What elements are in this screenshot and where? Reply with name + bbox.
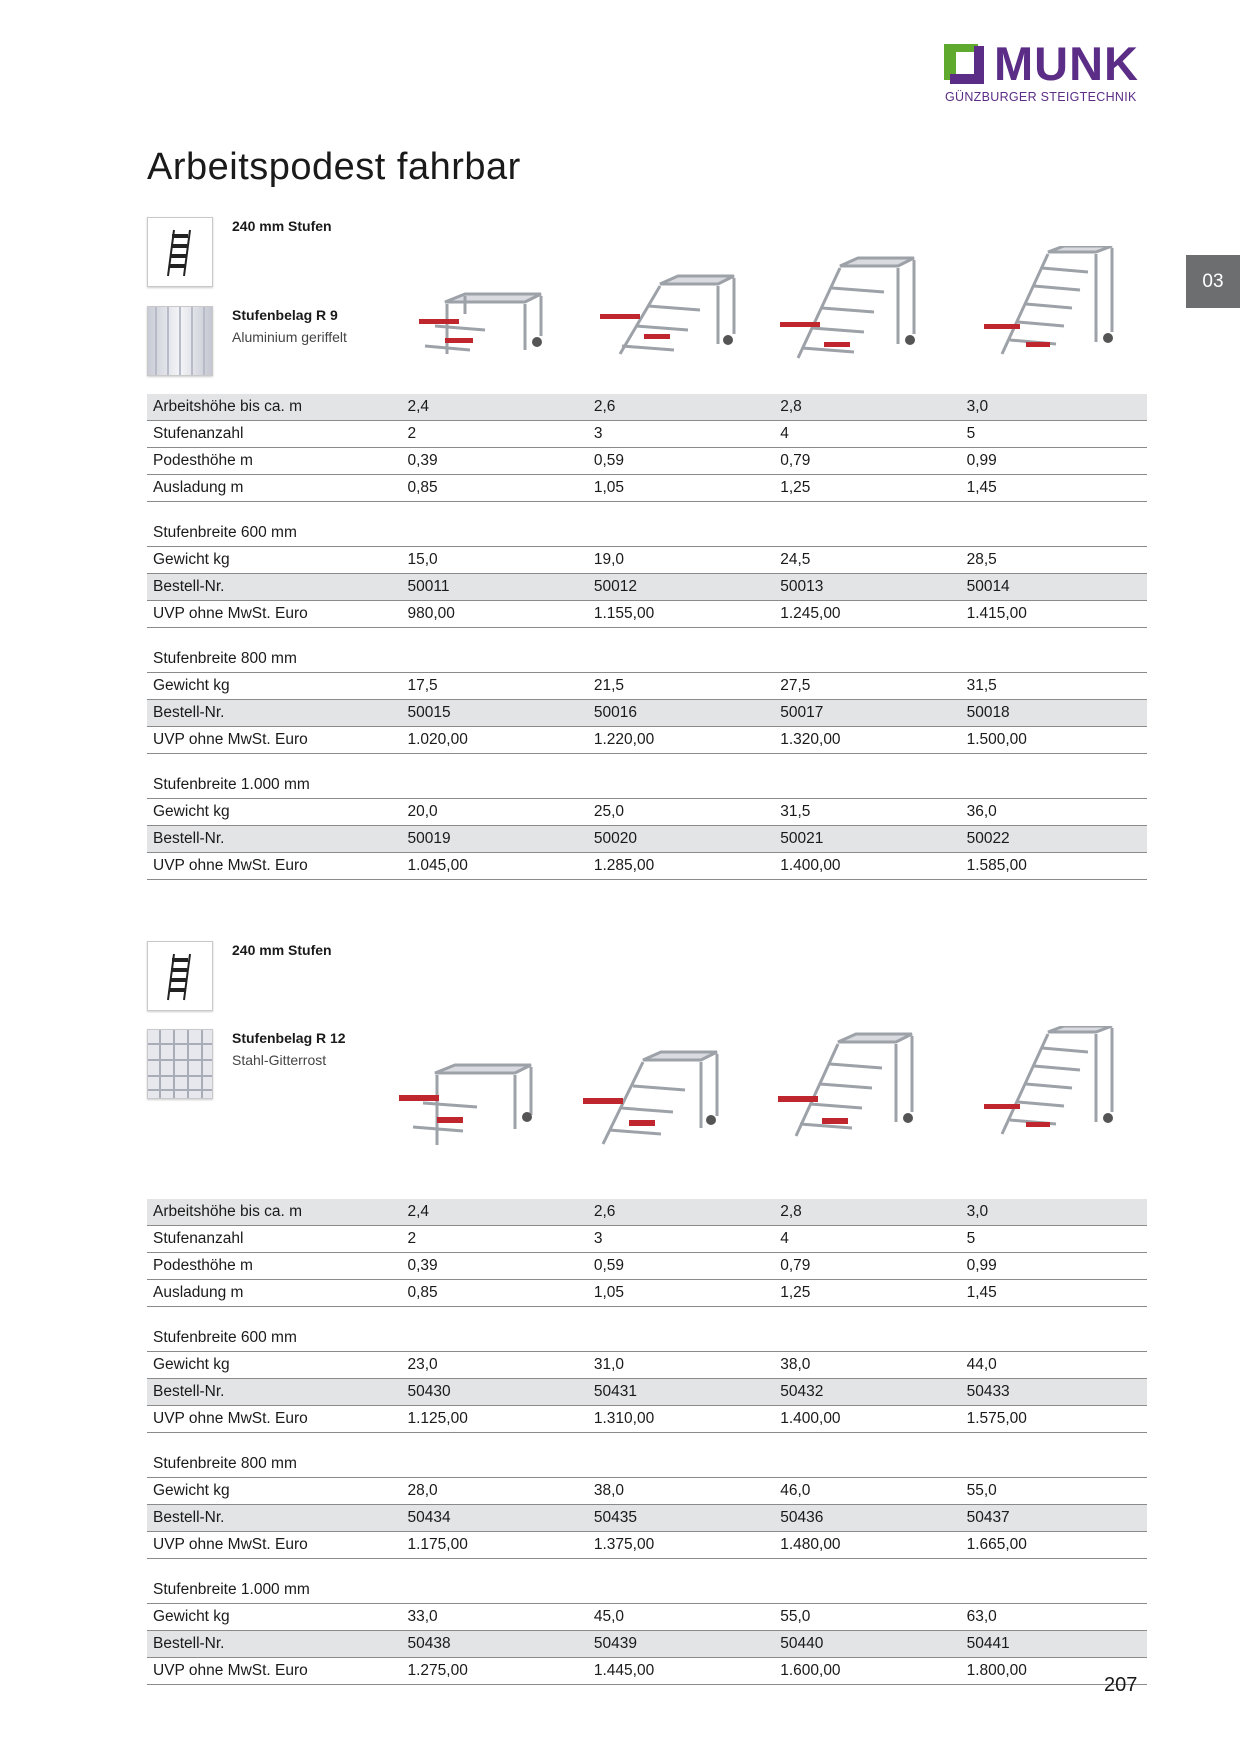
table-row: Podesthöhe m 0,39 0,59 0,79 0,99 (147, 448, 1147, 475)
table-row: UVP ohne MwSt. Euro 1.125,00 1.310,00 1.400,00 1.575,00 (147, 1406, 1147, 1433)
table-row: Gewicht kg 15,0 19,0 24,5 28,5 (147, 547, 1147, 574)
table-row: Gewicht kg 28,0 38,0 46,0 55,0 (147, 1478, 1147, 1505)
table-row: Bestell-Nr. 50434 50435 50436 50437 (147, 1505, 1147, 1532)
table-row: Bestell-Nr. 50015 50016 50017 50018 (147, 700, 1147, 727)
group-title-row: Stufenbreite 800 mm (147, 646, 1147, 673)
table-row: UVP ohne MwSt. Euro 980,00 1.155,00 1.245,00 1.415,00 (147, 601, 1147, 628)
covering-material: Stahl-Gitterrost (232, 1052, 327, 1068)
step-label: 240 mm Stufen (232, 218, 332, 234)
group-title-row: Stufenbreite 1.000 mm (147, 1577, 1147, 1604)
table-row: UVP ohne MwSt. Euro 1.275,00 1.445,00 1.600,00 1.800,00 (147, 1658, 1147, 1685)
step-label: 240 mm Stufen (232, 942, 332, 958)
table-row: Bestell-Nr. 50011 50012 50013 50014 (147, 574, 1147, 601)
munk-logo (944, 37, 1150, 108)
table-row: Arbeitshöhe bis ca. m 2,4 2,6 2,8 3,0 (147, 1199, 1147, 1226)
brand-name: MUNK (994, 37, 1139, 90)
table-row: Ausladung m 0,85 1,05 1,25 1,45 (147, 1280, 1147, 1307)
podest-3-steps-image (600, 254, 750, 364)
table-row: Bestell-Nr. 50430 50431 50432 50433 (147, 1379, 1147, 1406)
step-type-icon (147, 217, 213, 287)
podest-4-steps-image (780, 254, 930, 364)
group-title-row: Stufenbreite 600 mm (147, 1325, 1147, 1352)
podest-2-steps-image (415, 254, 565, 364)
covering-title: Stufenbelag R 9 (232, 307, 338, 323)
podest-5-steps-image (976, 1026, 1126, 1136)
spec-table-r12 (147, 1199, 1147, 1685)
table-row: Bestell-Nr. 50438 50439 50440 50441 (147, 1631, 1147, 1658)
table-row: UVP ohne MwSt. Euro 1.020,00 1.220,00 1.320,00 1.500,00 (147, 727, 1147, 754)
podest-3-steps-image (583, 1040, 733, 1150)
table-row: UVP ohne MwSt. Euro 1.045,00 1.285,00 1.400,00 1.585,00 (147, 853, 1147, 880)
steel-grating-icon (147, 1029, 213, 1099)
table-row: Gewicht kg 17,5 21,5 27,5 31,5 (147, 673, 1147, 700)
podest-4-steps-image (778, 1030, 928, 1140)
munk-logo-mark-icon (944, 44, 984, 84)
aluminium-tread-icon (147, 306, 213, 376)
covering-title: Stufenbelag R 12 (232, 1030, 346, 1046)
podest-5-steps-image (976, 246, 1126, 356)
covering-material: Aluminium geriffelt (232, 329, 347, 345)
page-title: Arbeitspodest fahrbar (147, 146, 521, 188)
podest-2-steps-image (397, 1045, 547, 1155)
group-title-row: Stufenbreite 800 mm (147, 1451, 1147, 1478)
table-row: Stufenanzahl 2 3 4 5 (147, 1226, 1147, 1253)
section-tab: 03 (1186, 255, 1240, 308)
group-title-row: Stufenbreite 1.000 mm (147, 772, 1147, 799)
group-title-row: Stufenbreite 600 mm (147, 520, 1147, 547)
table-row: Arbeitshöhe bis ca. m 2,4 2,6 2,8 3,0 (147, 394, 1147, 421)
table-row: Gewicht kg 23,0 31,0 38,0 44,0 (147, 1352, 1147, 1379)
table-row: Gewicht kg 33,0 45,0 55,0 63,0 (147, 1604, 1147, 1631)
step-type-icon (147, 941, 213, 1011)
table-row: Gewicht kg 20,0 25,0 31,5 36,0 (147, 799, 1147, 826)
spec-table-r9 (147, 394, 1147, 880)
page-number: 207 (1104, 1674, 1138, 1696)
brand-subtitle: GÜNZBURGER STEIGTECHNIK (945, 90, 1137, 104)
table-row: Ausladung m 0,85 1,05 1,25 1,45 (147, 475, 1147, 502)
table-row: Stufenanzahl 2 3 4 5 (147, 421, 1147, 448)
table-row: Bestell-Nr. 50019 50020 50021 50022 (147, 826, 1147, 853)
table-row: UVP ohne MwSt. Euro 1.175,00 1.375,00 1.480,00 1.665,00 (147, 1532, 1147, 1559)
table-row: Podesthöhe m 0,39 0,59 0,79 0,99 (147, 1253, 1147, 1280)
